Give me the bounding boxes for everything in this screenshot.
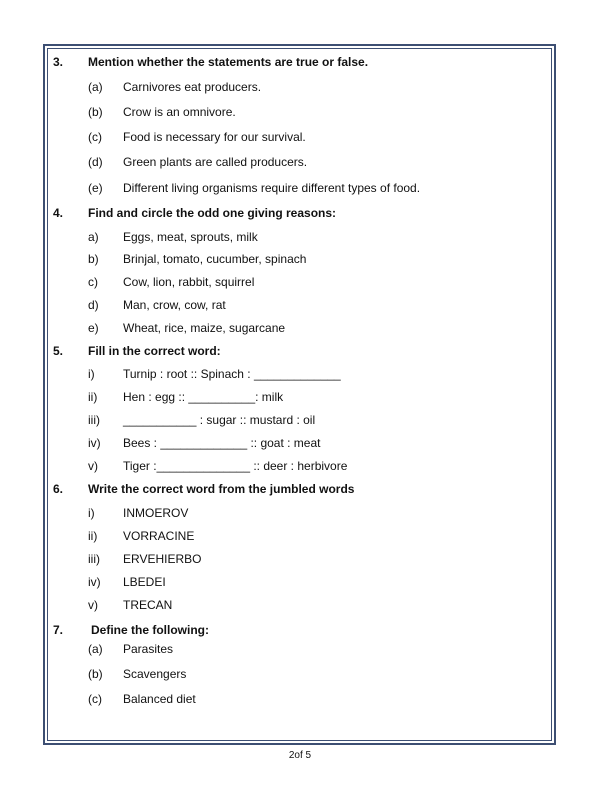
item-text: Turnip : root :: Spinach : _____________ — [123, 367, 341, 381]
item-label: i) — [88, 367, 95, 381]
item-label: (b) — [88, 105, 103, 119]
question-text: Fill in the correct word: — [88, 344, 221, 358]
item-text: Bees : _____________ :: goat : meat — [123, 436, 321, 450]
item-label: i) — [88, 506, 95, 520]
item-text: INMOEROV — [123, 506, 189, 520]
item-text: Green plants are called producers. — [123, 155, 308, 169]
item-label: iii) — [88, 413, 100, 427]
item-label: iii) — [88, 552, 100, 566]
item-text: VORRACINE — [123, 529, 195, 543]
item-text: Brinjal, tomato, cucumber, spinach — [123, 252, 307, 266]
item-text: ERVEHIERBO — [123, 552, 202, 566]
item-text: TRECAN — [123, 598, 173, 612]
item-label: (c) — [88, 130, 102, 144]
item-text: ___________ : sugar :: mustard : oil — [123, 413, 316, 427]
item-text: Different living organisms require different types of food. — [123, 181, 421, 195]
page-number: 2of 5 — [288, 750, 312, 761]
item-text: Crow is an omnivore. — [123, 105, 236, 119]
question-number: 5. — [53, 344, 64, 358]
item-text: Parasites — [123, 642, 174, 656]
question-number: 6. — [53, 482, 64, 496]
item-label: b) — [88, 252, 99, 266]
item-label: ii) — [88, 529, 98, 543]
question-number: 3. — [53, 55, 64, 69]
item-text: Eggs, meat, sprouts, milk — [123, 230, 258, 244]
question-text: Mention whether the statements are true or false. — [88, 55, 369, 69]
item-label: ii) — [88, 390, 98, 404]
item-label: v) — [88, 459, 98, 473]
item-text: Hen : egg :: __________: milk — [123, 390, 284, 404]
item-text: Man, crow, cow, rat — [123, 298, 226, 312]
item-label: (c) — [88, 692, 102, 706]
question-number: 7. — [53, 623, 64, 637]
item-label: d) — [88, 298, 99, 312]
item-text: Carnivores eat producers. — [123, 80, 262, 94]
item-label: (b) — [88, 667, 103, 681]
item-label: v) — [88, 598, 98, 612]
item-text: Wheat, rice, maize, sugarcane — [123, 321, 286, 335]
item-text: Food is necessary for our survival. — [123, 130, 306, 144]
item-label: a) — [88, 230, 99, 244]
question-text: Define the following: — [91, 623, 209, 637]
item-text: Balanced diet — [123, 692, 196, 706]
item-text: Cow, lion, rabbit, squirrel — [123, 275, 255, 289]
item-label: e) — [88, 321, 99, 335]
question-text: Find and circle the odd one giving reasons: — [88, 206, 337, 220]
item-text: Tiger :______________ :: deer : herbivore — [123, 459, 348, 473]
question-number: 4. — [53, 206, 64, 220]
item-label: (a) — [88, 80, 103, 94]
question-text: Write the correct word from the jumbled words — [88, 482, 355, 496]
item-label: iv) — [88, 436, 101, 450]
item-label: c) — [88, 275, 98, 289]
item-text: LBEDEI — [123, 575, 166, 589]
item-label: (e) — [88, 181, 103, 195]
item-text: Scavengers — [123, 667, 187, 681]
item-label: (a) — [88, 642, 103, 656]
item-label: (d) — [88, 155, 103, 169]
item-label: iv) — [88, 575, 101, 589]
